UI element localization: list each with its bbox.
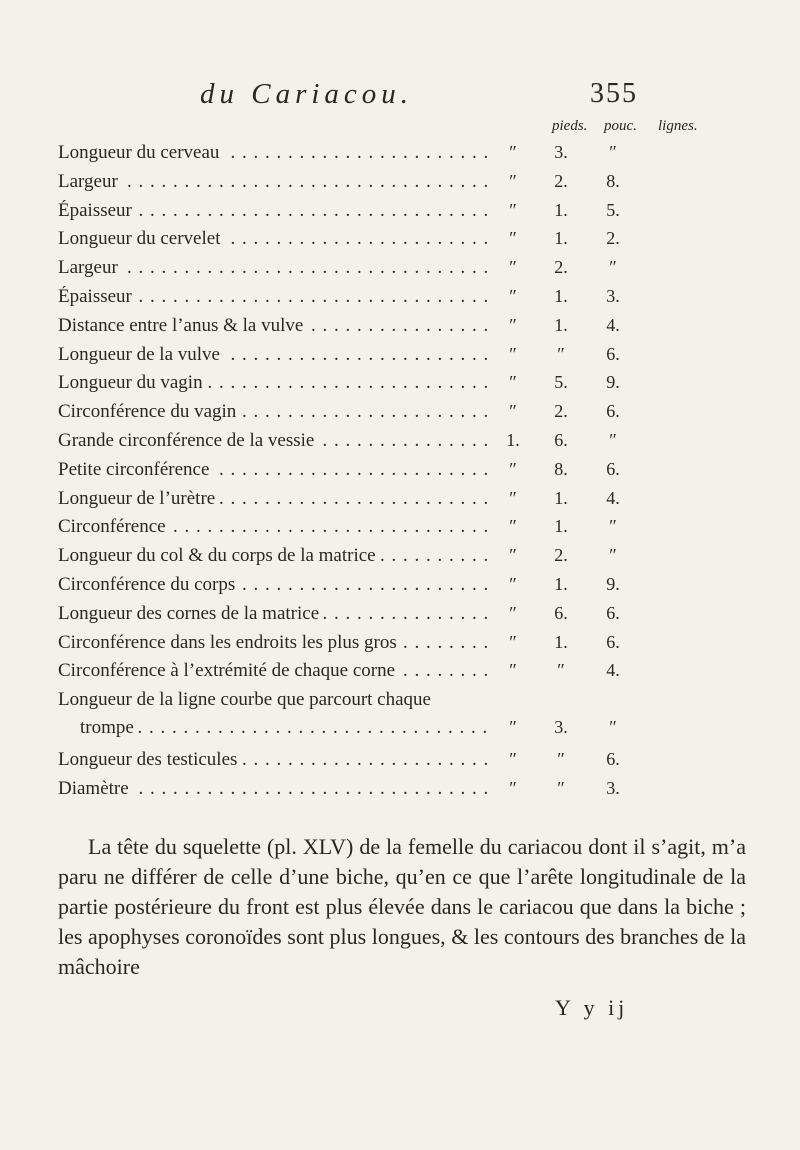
value-pouces: 3.: [554, 717, 568, 738]
table-row: [58, 632, 778, 661]
table-row: [58, 459, 778, 488]
row-label: Diamètre . . .: [58, 778, 488, 800]
value-lignes: ″: [609, 545, 617, 566]
value-pieds: ″: [509, 545, 517, 566]
running-title: du Cariacou.: [200, 78, 414, 110]
value-pieds: ″: [509, 199, 517, 220]
table-row: [58, 401, 778, 430]
row-label: Longueur de l’urètre . . .: [58, 488, 488, 510]
value-pieds: ″: [509, 314, 517, 335]
table-row: [58, 286, 778, 315]
value-pouces: 1.: [554, 228, 568, 249]
row-label: Circonférence à l’extrémité de chaque corne . . .: [58, 660, 488, 682]
row-label-line1: Longueur de la ligne courbe que parcourt chaque: [58, 689, 431, 711]
body-paragraph: La tête du squelette (pl. XLV) de la femelle du cariacou dont il s’agit, m’a paru ne différer de celle d’une biche, qu’en ce que l’arête longitudinale de la partie postérieure du front est plus élevée dans le cariacou que dans la biche ; les apophyses coronoïdes sont plus longues, & les contours des branches de la mâchoire: [58, 834, 746, 979]
row-label: Longueur du vagin . . .: [58, 372, 488, 394]
measurement-table: [58, 142, 778, 807]
value-pieds: ″: [509, 660, 517, 681]
row-label-line2: trompe . . .: [80, 717, 488, 739]
value-pieds: ″: [509, 631, 517, 652]
value-pouces: 2.: [554, 401, 568, 422]
row-label: Largeur . . .: [58, 171, 488, 193]
row-label: Circonférence dans les endroits les plus gros . . .: [58, 632, 488, 654]
value-lignes: 8.: [606, 170, 620, 191]
value-lignes: ″: [609, 516, 617, 537]
value-pieds: ″: [509, 401, 517, 422]
value-lignes: ″: [609, 142, 617, 162]
value-pouces: ″: [557, 749, 565, 770]
table-row: [58, 257, 778, 286]
value-pouces: 1.: [554, 487, 568, 508]
value-pieds: ″: [509, 285, 517, 306]
value-pieds: ″: [509, 343, 517, 364]
value-pouces: 1.: [554, 199, 568, 220]
value-lignes: 6.: [606, 602, 620, 623]
value-pieds: ″: [509, 516, 517, 537]
value-lignes: 4.: [606, 314, 620, 335]
value-pieds: ″: [509, 487, 517, 508]
value-pieds: ″: [509, 777, 517, 798]
row-label: Longueur de la vulve . . .: [58, 344, 488, 366]
value-pouces: 1.: [554, 285, 568, 306]
value-pieds: ″: [509, 228, 517, 249]
value-pieds: 1.: [506, 429, 520, 450]
column-heading-lignes: lignes.: [658, 118, 698, 134]
row-label: Longueur des testicules . . .: [58, 749, 488, 771]
table-row: [58, 603, 778, 632]
value-pieds: ″: [509, 142, 517, 162]
row-label: Épaisseur . . .: [58, 286, 488, 308]
value-pieds: ″: [509, 458, 517, 479]
table-row: [58, 200, 778, 229]
value-pouces: ″: [557, 777, 565, 798]
value-pieds: ″: [509, 717, 517, 738]
value-pouces: 6.: [554, 429, 568, 450]
value-lignes: 6.: [606, 401, 620, 422]
value-pouces: 8.: [554, 458, 568, 479]
value-lignes: 2.: [606, 228, 620, 249]
value-lignes: 6.: [606, 343, 620, 364]
row-label: Circonférence du vagin . . .: [58, 401, 488, 423]
value-pieds: ″: [509, 749, 517, 770]
value-pouces: ″: [557, 660, 565, 681]
row-label: Distance entre l’anus & la vulve . . .: [58, 315, 488, 337]
row-label: Circonférence du corps . . .: [58, 574, 488, 596]
value-lignes: ″: [609, 257, 617, 278]
column-heading-pieds: pieds.: [552, 118, 588, 134]
table-row: [58, 660, 778, 689]
value-lignes: 4.: [606, 487, 620, 508]
table-row: [58, 778, 778, 807]
table-row: [58, 574, 778, 603]
value-lignes: 4.: [606, 660, 620, 681]
signature-mark: Y y ij: [555, 995, 629, 1020]
value-pieds: ″: [509, 573, 517, 594]
value-pieds: ″: [509, 257, 517, 278]
value-lignes: 3.: [606, 285, 620, 306]
value-pieds: ″: [509, 372, 517, 393]
table-row: [58, 430, 778, 459]
table-row: [58, 545, 778, 574]
column-heading-pouces: pouc.: [604, 118, 637, 134]
table-row: [58, 315, 778, 344]
value-pouces: 2.: [554, 545, 568, 566]
value-pieds: ″: [509, 170, 517, 191]
row-label: Épaisseur . . .: [58, 200, 488, 222]
value-lignes: 9.: [606, 372, 620, 393]
value-pouces: 6.: [554, 602, 568, 623]
table-row: [58, 488, 778, 517]
table-row: [58, 142, 778, 171]
running-header: [200, 78, 620, 111]
value-pieds: ″: [509, 602, 517, 623]
table-row: [58, 228, 778, 257]
value-pouces: ″: [557, 343, 565, 364]
page-number: 355: [590, 78, 638, 109]
row-label: Grande circonférence de la vessie . . .: [58, 430, 488, 452]
table-row: [58, 344, 778, 373]
row-label: Longueur du cerveau . . .: [58, 142, 488, 164]
value-pouces: 5.: [554, 372, 568, 393]
value-lignes: 9.: [606, 573, 620, 594]
value-lignes: 6.: [606, 458, 620, 479]
value-pouces: 1.: [554, 573, 568, 594]
table-row: [58, 171, 778, 200]
row-label: Circonférence . . .: [58, 516, 488, 538]
value-pouces: 1.: [554, 314, 568, 335]
value-lignes: ″: [609, 717, 617, 738]
row-label: Largeur . . .: [58, 257, 488, 279]
value-pouces: 2.: [554, 170, 568, 191]
table-row: [58, 372, 778, 401]
value-lignes: 6.: [606, 749, 620, 770]
value-pouces: 1.: [554, 631, 568, 652]
table-row: [58, 516, 778, 545]
row-label: Longueur des cornes de la matrice . . .: [58, 603, 488, 625]
value-pouces: 1.: [554, 516, 568, 537]
row-label: Longueur du cervelet . . .: [58, 228, 488, 250]
row-label: Longueur du col & du corps de la matrice . . .: [58, 545, 488, 567]
value-lignes: ″: [609, 429, 617, 450]
value-pouces: 2.: [554, 257, 568, 278]
value-lignes: 5.: [606, 199, 620, 220]
row-label: Petite circonférence . . .: [58, 459, 488, 481]
table-row: [58, 749, 778, 778]
value-lignes: 6.: [606, 631, 620, 652]
table-row: [58, 689, 778, 749]
value-pouces: 3.: [554, 142, 568, 162]
value-lignes: 3.: [606, 777, 620, 798]
